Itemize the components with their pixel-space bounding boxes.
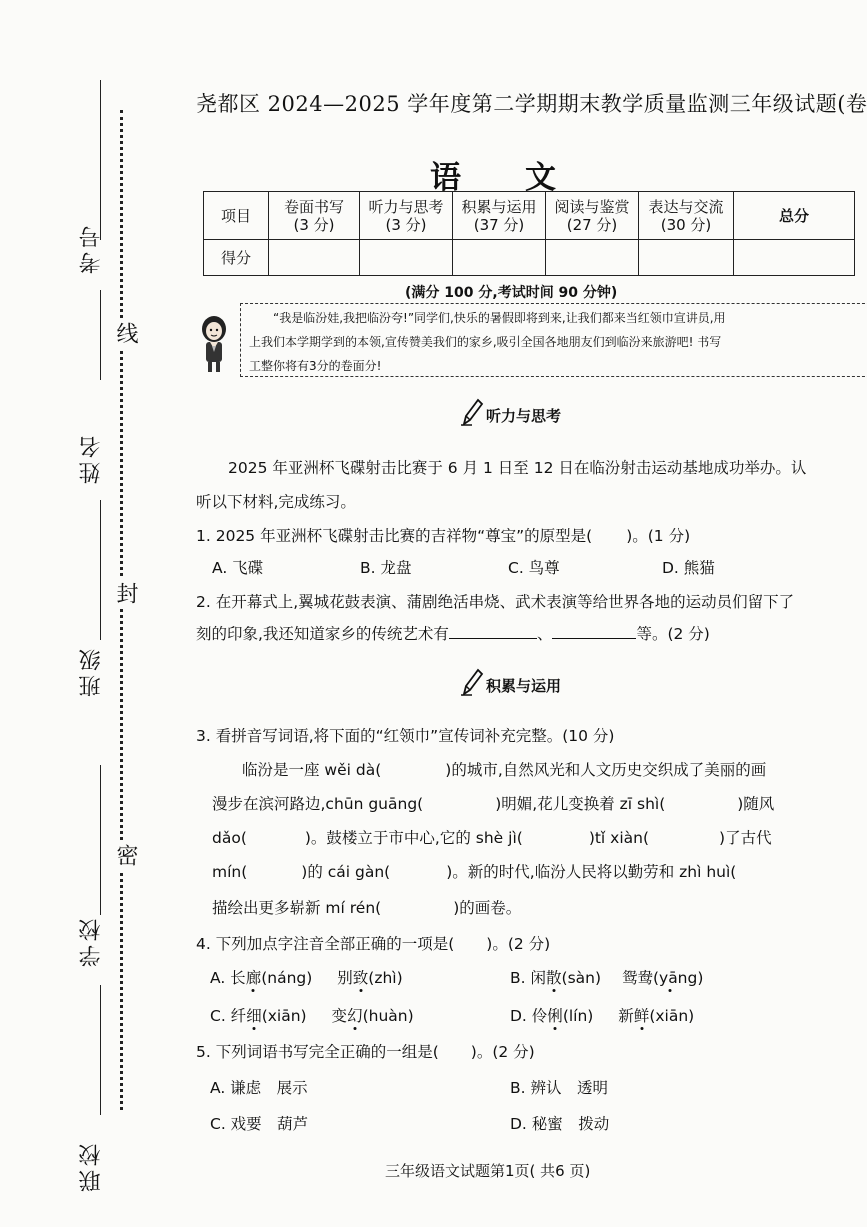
- q4-dotted-char: 俐: [547, 1007, 563, 1025]
- score-row-label: 得分: [204, 240, 269, 276]
- score-cell[interactable]: [639, 240, 734, 276]
- score-header-listening: 听力与思考 (3 分): [360, 192, 453, 240]
- seal-mark-line: 线: [110, 318, 141, 348]
- q2-line: 2. 在开幕式上,翼城花鼓表演、蒲剧绝活串烧、武术表演等给世界各地的运动员们留下了: [196, 593, 795, 611]
- score-cell[interactable]: [546, 240, 639, 276]
- q5-option-a: A. 谦虑 展示: [210, 1079, 308, 1097]
- q2-line: [196, 622, 710, 644]
- score-cell[interactable]: [453, 240, 546, 276]
- q4-dotted-char: 致: [352, 969, 369, 987]
- q4-text: 新: [618, 1007, 634, 1025]
- q3-text: )的画卷。: [453, 899, 522, 917]
- q3-text: )。鼓楼立于市中心,它的 shè jì(: [304, 829, 523, 847]
- q4-text: B. 闲: [510, 969, 546, 987]
- q4-pinyin: (zhì): [368, 969, 403, 987]
- q4-pinyin: (huàn): [362, 1007, 414, 1025]
- q4-text: 变: [331, 1007, 348, 1025]
- section-listening: [460, 398, 561, 426]
- q5-option-c: C. 戏要 葫芦: [210, 1115, 309, 1133]
- q3-line: [212, 896, 521, 918]
- seal-mark-seal: 封: [110, 578, 141, 608]
- page-footer: 三年级语文试题第1页( 共6 页): [385, 1162, 591, 1180]
- q3-line: [212, 792, 774, 814]
- q2-blank-2[interactable]: [552, 624, 636, 639]
- q3-text: )的 cái gàn(: [301, 863, 391, 881]
- q3-text: dǎo(: [212, 829, 247, 847]
- q4-dotted-char: 幻: [347, 1007, 363, 1025]
- blank-class: [100, 765, 101, 915]
- q2-sep: 、: [536, 625, 553, 643]
- blank-name: [100, 500, 101, 640]
- q4-text: A. 长: [210, 969, 246, 987]
- girl-mascot-icon: [197, 315, 231, 373]
- margin-rule: [100, 80, 101, 240]
- q4-option-d: [510, 1004, 694, 1026]
- score-header-total: 总分: [734, 192, 855, 240]
- q2-end: 等。(2 分): [636, 625, 710, 643]
- q4-dotted-char: 散: [546, 969, 562, 987]
- q1-stem: 1. 2025 年亚洲杯飞碟射击比赛的吉祥物“尊宝”的原型是(: [196, 527, 593, 545]
- section-listening-title: 听力与思考: [486, 407, 562, 425]
- section-accumulation: [460, 668, 561, 696]
- pencil-icon: [460, 668, 484, 696]
- q3-stem: 3. 看拼音写词语,将下面的“红领巾”宣传词补充完整。(10 分): [196, 727, 615, 745]
- label-class: 班级: [79, 645, 104, 697]
- q4-pinyin: (lín): [562, 1007, 594, 1025]
- subject-title: 语文: [430, 160, 620, 196]
- score-cell-total[interactable]: [734, 240, 855, 276]
- q4-text: 别: [337, 969, 353, 987]
- label-name: 姓名: [79, 432, 104, 484]
- q1-stem-end: )。(1 分): [626, 527, 691, 545]
- q3-text: )了古代: [719, 829, 772, 847]
- q1-option-c: C. 鸟尊: [508, 559, 560, 577]
- exam-title: 尧都区 2024—2025 学年度第二学期期末教学质量监测三年级试题(卷: [196, 92, 867, 116]
- q4-dotted-char: 鲜: [633, 1007, 650, 1025]
- q4-dotted-char: 细: [246, 1007, 262, 1025]
- score-table: [203, 191, 855, 276]
- q3-line: [212, 826, 772, 848]
- q4-text: D. 伶: [510, 1007, 548, 1025]
- q4-pinyin: (xiān): [261, 1007, 307, 1025]
- q5-option-b: B. 辨认 透明: [510, 1079, 608, 1097]
- q5-stem-end: )。(2 分): [470, 1043, 535, 1061]
- q1-option-d: D. 熊猫: [662, 559, 715, 577]
- q4-dotted-char: 鸯(yāng): [637, 969, 704, 987]
- seal-mark-secret: 密: [110, 840, 141, 870]
- q3-text: 描绘出更多崭新 mí rén(: [212, 899, 382, 917]
- q4-stem-end: )。(2 分): [486, 935, 551, 953]
- q4-option-b: [510, 966, 703, 988]
- q3-text: )随风: [737, 795, 775, 813]
- notice-line: 上我们本学期学到的本领,宣传赞美我们的家乡,吸引全国各地朋友们到临汾来旅游吧! 书写: [249, 335, 722, 349]
- intro-line: 2025 年亚洲杯飞碟射击比赛于 6 月 1 日至 12 日在临汾射击运动基地成功举办。认: [228, 459, 807, 477]
- q3-text: 漫步在滨河路边,chūn guāng(: [212, 795, 424, 813]
- notice-line: 工整你将有3分的卷面分!: [249, 359, 382, 373]
- score-header-accumulation: 积累与运用 (37 分): [453, 192, 546, 240]
- q2-text: 刻的印象,我还知道家乡的传统艺术有: [196, 625, 449, 643]
- score-header-expression: 表达与交流 (30 分): [639, 192, 734, 240]
- q3-text: )的城市,自然风光和人文历史交织成了美丽的画: [445, 761, 767, 779]
- q2-blank-1[interactable]: [449, 624, 537, 639]
- q4-text: C. 纤: [210, 1007, 247, 1025]
- q3-text: )。新的时代,临汾人民将以勤劳和 zhì huì(: [446, 863, 737, 881]
- score-header-item: 项目: [204, 192, 269, 240]
- section-accumulation-title: 积累与运用: [486, 677, 562, 695]
- full-score-note: (满分 100 分,考试时间 90 分钟): [405, 285, 618, 301]
- q4-text: 鸳: [621, 969, 638, 987]
- score-header-writing: 卷面书写 (3 分): [269, 192, 360, 240]
- q4-pinyin: (xiān): [649, 1007, 695, 1025]
- score-cell[interactable]: [269, 240, 360, 276]
- q3-text: mín(: [212, 863, 248, 881]
- q3-text: 临汾是一座 wěi dà(: [242, 761, 382, 779]
- q3-text: )tǐ xiàn(: [588, 829, 650, 847]
- q1-option-a: A. 飞碟: [212, 559, 264, 577]
- q5-option-d: D. 秘蜜 拨动: [510, 1115, 610, 1133]
- intro-line: 听以下材料,完成练习。: [196, 493, 356, 511]
- q4-option-a: [210, 966, 403, 988]
- q5-stem: 5. 下列词语书写完全正确的一组是(: [196, 1043, 439, 1061]
- seal-line: [120, 110, 123, 1110]
- label-union-school: 联校: [79, 1140, 104, 1192]
- q3-line: [242, 758, 766, 780]
- q3-line: [212, 860, 736, 882]
- blank-exam-number: [100, 290, 101, 380]
- score-cell[interactable]: [360, 240, 453, 276]
- blank-school: [100, 985, 101, 1115]
- q3-text: )明媚,花儿变换着 zī shì(: [495, 795, 666, 813]
- question-4: [196, 932, 550, 954]
- pencil-icon: [460, 398, 484, 426]
- label-exam-number: 考号: [79, 222, 104, 274]
- q1-option-b: B. 龙盘: [360, 559, 412, 577]
- q4-pinyin: (sàn): [561, 969, 602, 987]
- q4-pinyin: (náng): [261, 969, 313, 987]
- q4-stem: 4. 下列加点字注音全部正确的一项是(: [196, 935, 455, 953]
- label-school: 学校: [79, 915, 104, 967]
- question-5: [196, 1040, 535, 1062]
- notice-line: “我是临汾娃,我把临汾夸!”同学们,快乐的暑假即将到来,让我们都来当红领巾宣讲员,用: [273, 311, 726, 325]
- q4-option-c: [210, 1004, 414, 1026]
- score-header-reading: 阅读与鉴赏 (27 分): [546, 192, 639, 240]
- notice-box: [240, 303, 867, 377]
- q4-dotted-char: 廊: [245, 969, 262, 987]
- question-1: [196, 524, 690, 546]
